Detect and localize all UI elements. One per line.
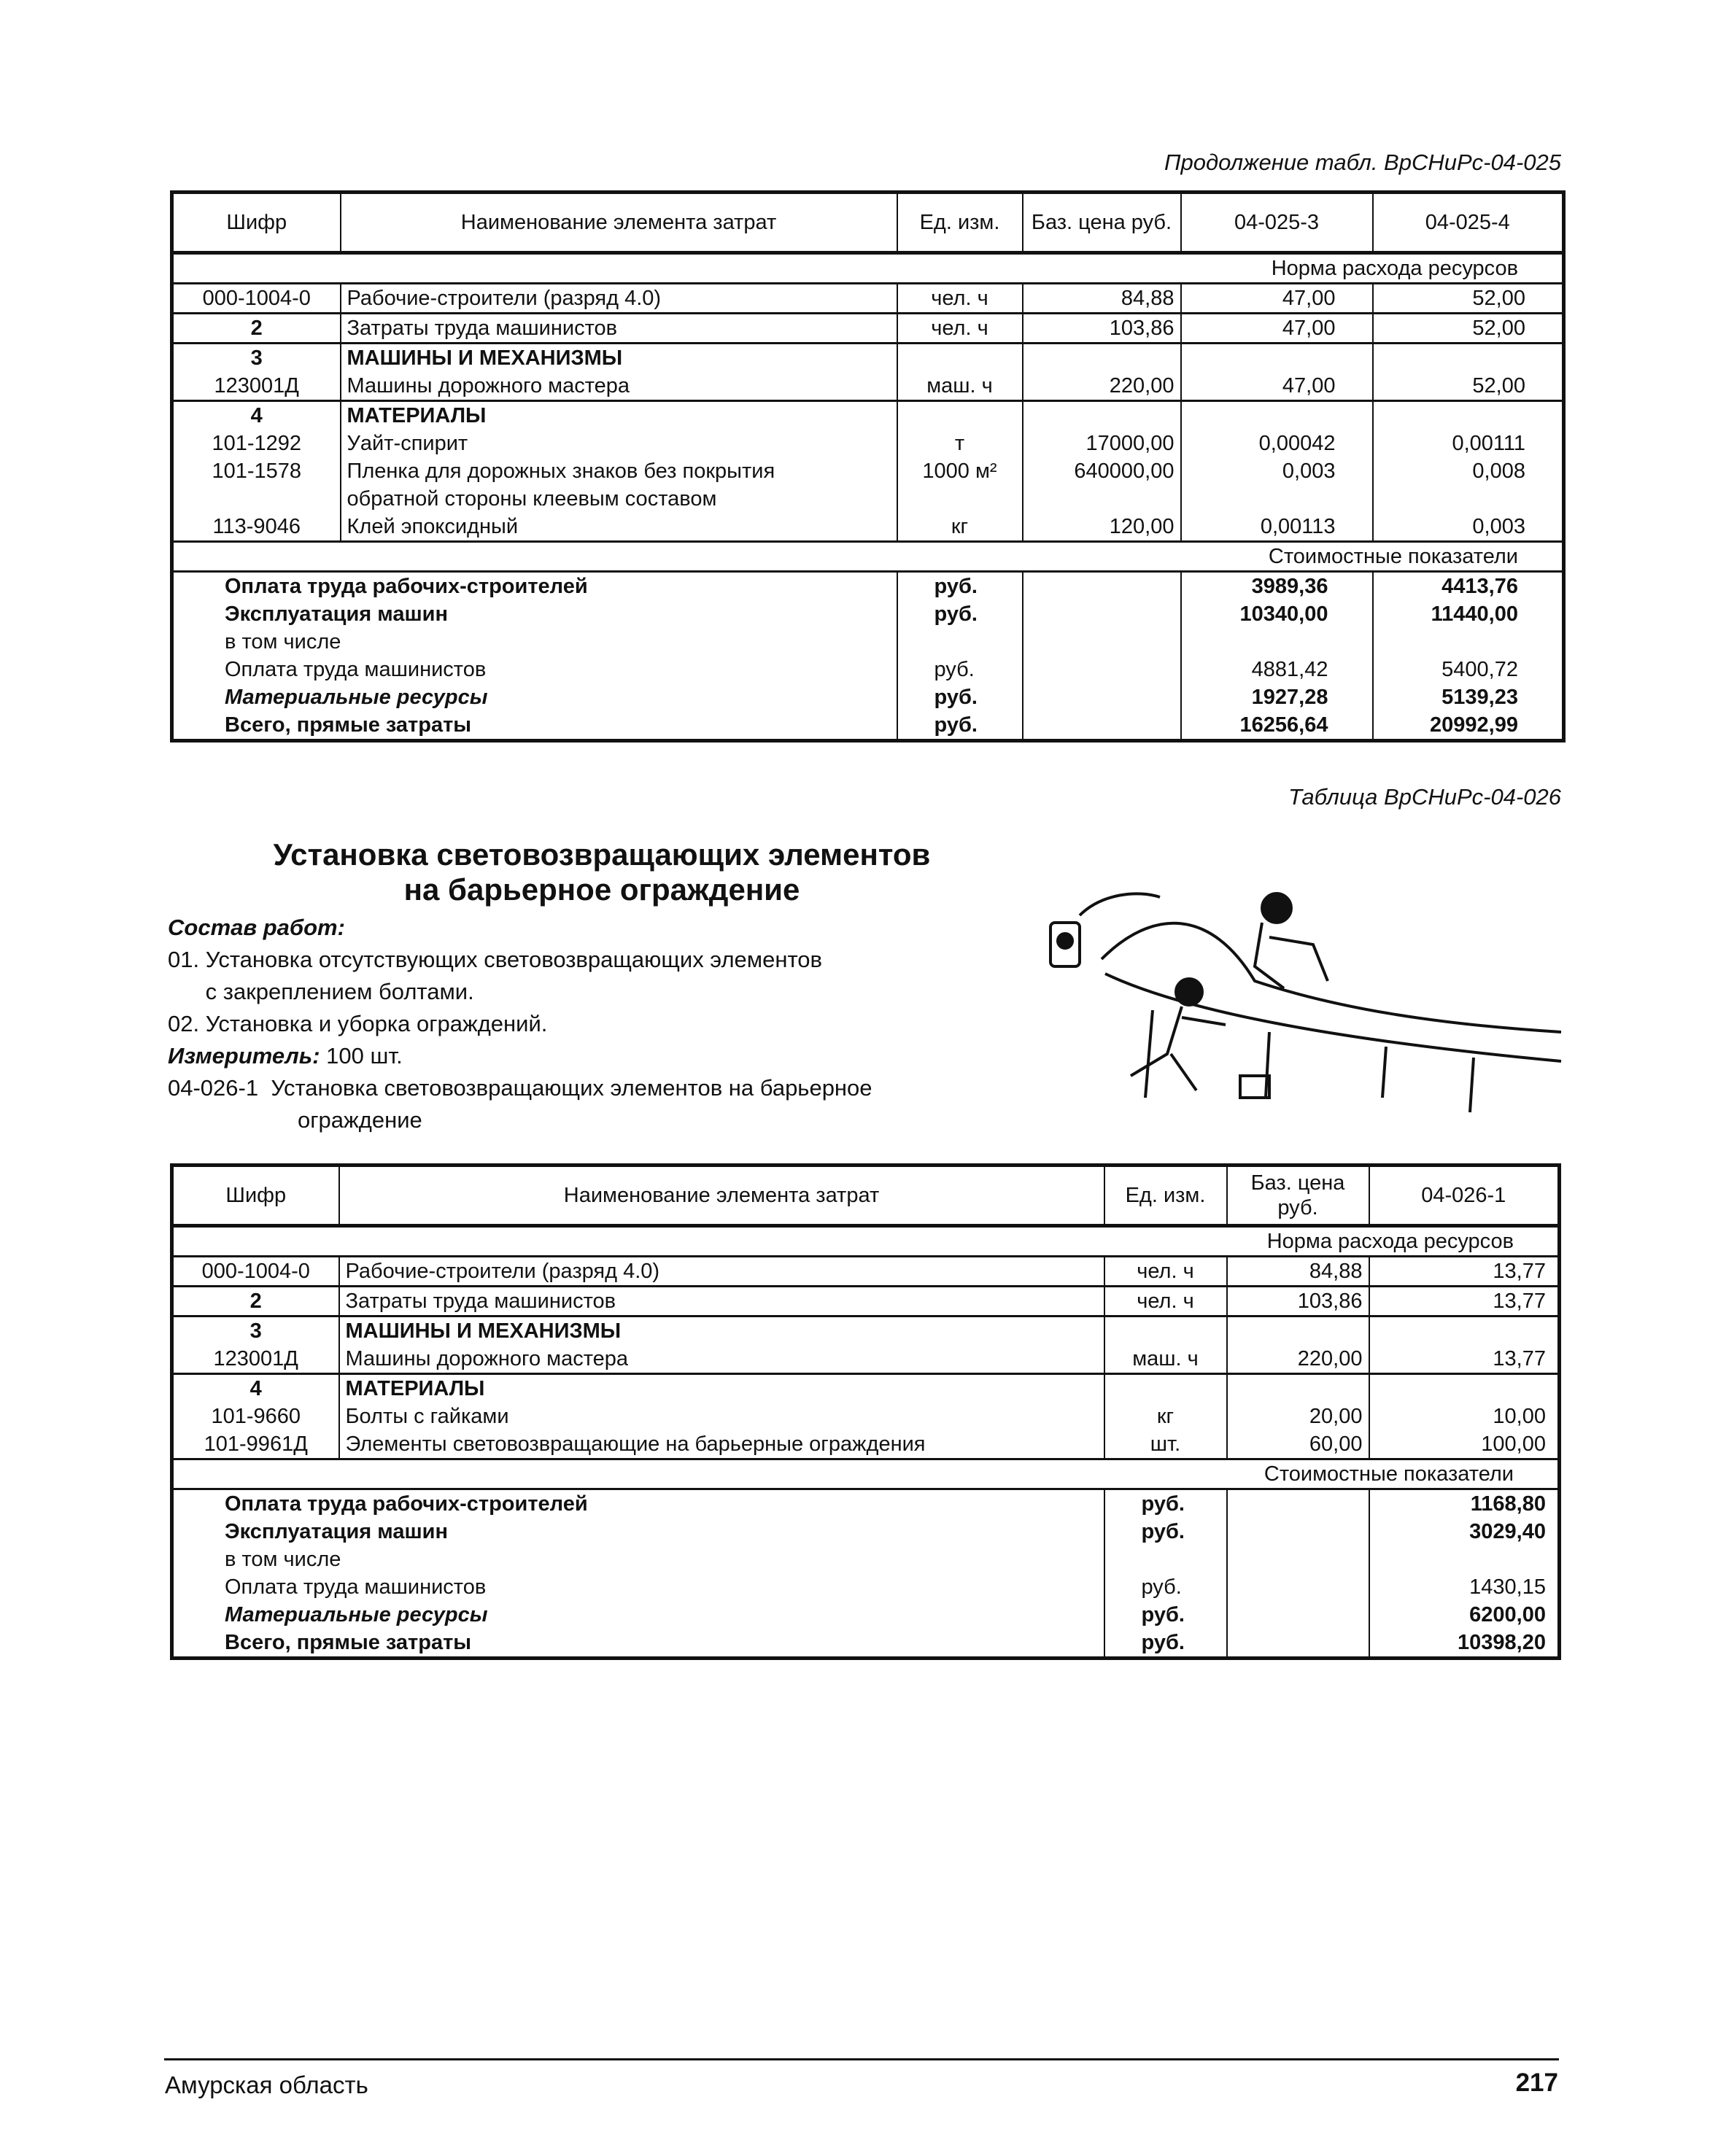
worker-icon [1176,979,1202,1005]
table-row [172,344,1564,401]
norm-value: 52,00 [1472,317,1525,340]
cost-value: 5139,23 [1441,686,1518,709]
cost-price-cell [1023,572,1181,741]
resource-name-cell [341,314,897,344]
table-row [172,1317,1560,1374]
resource-code [179,485,334,513]
resource-code-cell [172,314,341,344]
column-header: Баз. цена руб. [1023,193,1181,253]
unit: кг [1156,1405,1174,1428]
base-price: 220,00 [1297,1347,1363,1370]
unit-cell [897,401,1023,542]
norm-section-row-label: Норма расхода ресурсов [172,253,1564,284]
cost-value-cell [1369,1489,1560,1659]
resource-name: Машины дорожного мастера [345,1347,629,1370]
cost-name: Эксплуатация машин [225,602,449,626]
cost-value: 20992,99 [1430,713,1518,737]
cost-unit: руб. [1141,1492,1185,1516]
resource-code: 101-9961Д [204,1432,308,1456]
base-price [1029,344,1174,372]
cost-value: 4881,42 [1251,658,1328,681]
resource-name: МАШИНЫ И МЕХАНИЗМЫ [347,346,623,370]
base-price-cell [1023,314,1181,344]
resource-table-04-025 [170,190,1566,742]
resource-code: 3 [250,346,263,370]
work-item: 01. Установка отсутствующих световозвращающих элементов [168,947,823,972]
cost-name: в том числе [225,1548,341,1571]
norm-value-cell [1181,314,1373,344]
norm-value-cell [1373,401,1564,542]
resource-name-cell [339,1287,1104,1317]
cost-value: 10340,00 [1239,602,1328,626]
norm-value: 13,77 [1493,1347,1546,1370]
base-price-cell [1227,1317,1369,1374]
cost-section-row [172,1459,1560,1489]
resource-name-cell [339,1374,1104,1459]
column-header: Наименование элемента затрат [341,193,897,253]
column-header: 04-026-1 [1369,1166,1560,1226]
unit: т [954,432,965,455]
cost-unit: руб. [934,575,978,598]
norm-value-cell [1373,314,1564,344]
work-description [168,912,1043,1136]
page-number: 217 [1515,2068,1558,2097]
norm-value [1379,485,1526,513]
unit-cell [1104,1257,1227,1287]
base-price: 103,86 [1109,317,1174,340]
footer-divider [164,2058,1559,2060]
base-price: 120,00 [1109,515,1174,538]
column-header: Шифр [172,193,341,253]
norm-value [1188,402,1336,430]
norm-value: 0,003 [1282,459,1336,483]
base-price-cell [1227,1287,1369,1317]
norm-section-row-label: Норма расхода ресурсов [172,1226,1560,1257]
cost-unit [1142,1546,1220,1573]
norm-value: 10,00 [1493,1405,1546,1428]
norm-value-cell [1369,1374,1560,1459]
unit: маш. ч [1132,1347,1199,1370]
resource-name: Рабочие-строители (разряд 4.0) [347,287,662,310]
unit: чел. ч [931,287,988,310]
resource-name-cell [339,1317,1104,1374]
norm-value: 52,00 [1472,287,1525,310]
resource-name: Болты с гайками [345,1405,509,1428]
base-price: 17000,00 [1085,432,1174,455]
resource-name-cell [339,1257,1104,1287]
measure-value: 100 шт. [320,1043,403,1069]
column-header: Ед. изм. [897,193,1023,253]
unit [904,402,1016,430]
norm-value: 0,008 [1472,459,1525,483]
worker-icon [1262,893,1291,923]
unit-cell [1104,1317,1227,1374]
cost-name-cell [172,572,897,741]
guardrail-icon [1102,923,1561,1032]
norm-value: 0,00113 [1260,515,1336,538]
cost-name: в том числе [225,630,341,654]
norm-value-cell [1181,344,1373,401]
unit: чел. ч [1137,1260,1194,1283]
cost-name: Всего, прямые затраты [225,1631,472,1654]
resource-code: 000-1004-0 [202,287,311,310]
cost-value: 6200,00 [1469,1603,1546,1626]
item-code: 04-026-1 [168,1075,259,1101]
norm-value: 13,77 [1493,1290,1546,1313]
resource-code-cell [172,284,341,314]
base-price [1029,485,1174,513]
cost-name: Оплата труда рабочих-строителей [225,575,588,598]
base-price-cell [1023,344,1181,401]
cost-unit: руб. [934,602,978,626]
norm-value-cell [1373,344,1564,401]
resource-code: 4 [249,1377,262,1400]
footer-region: Амурская область [165,2071,368,2098]
base-price [1234,1317,1363,1345]
cost-section-row-label: Стоимостные показатели [172,1459,1560,1489]
unit: кг [951,515,969,538]
norm-value [1376,1375,1547,1403]
cost-unit: руб. [1141,1575,1182,1599]
cost-name: Оплата труда машинистов [225,1575,487,1599]
resource-table-04-026 [170,1163,1561,1660]
column-header: 04-025-3 [1181,193,1373,253]
table-row [172,1257,1560,1287]
base-price-cell [1023,401,1181,542]
header-row [172,193,1564,253]
resource-code-cell [172,1287,339,1317]
measure-label: Измеритель: [168,1043,320,1069]
cost-unit: руб. [934,658,975,681]
base-price-cell [1023,284,1181,314]
table-row [172,1287,1560,1317]
unit [1111,1317,1220,1345]
unit [904,485,1016,513]
work-item: с закреплением болтами. [168,979,474,1004]
norm-value [1376,1317,1547,1345]
resource-name: Пленка для дорожных знаков без покрытия [347,459,775,483]
cost-section-row [172,542,1564,572]
cost-unit-cell [897,572,1023,741]
unit-cell [1104,1287,1227,1317]
resource-name-cell [341,401,897,542]
resource-name: МАШИНЫ И МЕХАНИЗМЫ [345,1319,622,1343]
measure [168,1040,1043,1072]
resource-name: Уайт-спирит [347,432,468,455]
norm-value-cell [1373,284,1564,314]
cost-unit: руб. [1141,1631,1185,1654]
resource-name: Затраты труда машинистов [347,317,618,340]
column-header: Наименование элемента затрат [339,1166,1104,1226]
table-row [172,401,1564,542]
resource-code-cell [172,1374,339,1459]
unit-cell [897,284,1023,314]
norm-value: 0,00111 [1452,432,1525,455]
resource-name-cell [341,284,897,314]
cost-value [1379,628,1519,656]
resource-name-cell [341,344,897,401]
cost-name: Оплата труда рабочих-строителей [225,1492,588,1516]
unit-cell [897,344,1023,401]
resource-code-cell [172,1317,339,1374]
cost-name: Всего, прямые затраты [225,713,472,737]
cost-name: Материальные ресурсы [225,686,488,709]
norm-value: 0,00042 [1258,432,1336,455]
unit [904,344,1016,372]
cost-section-row-label: Стоимостные показатели [172,542,1564,572]
norm-value: 13,77 [1493,1260,1546,1283]
norm-section-row [172,253,1564,284]
cost-value: 16256,64 [1239,713,1328,737]
unit: чел. ч [931,317,988,340]
cost-value: 3989,36 [1251,575,1328,598]
resource-name: МАТЕРИАЛЫ [345,1377,485,1400]
item-text: Установка световозвращающих элементов на барьерное [271,1075,872,1101]
norm-value: 47,00 [1282,317,1336,340]
unit: маш. ч [926,374,993,398]
column-header: 04-025-4 [1373,193,1564,253]
section-title [168,837,1036,907]
cost-value-cell [1373,572,1564,741]
norm-value-cell [1369,1257,1560,1287]
resource-code-cell [172,344,341,401]
base-price: 84,88 [1121,287,1174,310]
norm-value-cell [1181,401,1373,542]
unit: 1000 м² [922,459,997,483]
cost-name: Оплата труда машинистов [225,658,487,681]
header-row [172,1166,1560,1226]
resource-code: 2 [250,317,263,340]
base-price-cell [1227,1374,1369,1459]
norm-value: 0,003 [1472,515,1525,538]
workers-illustration [1036,879,1568,1131]
resource-code: 000-1004-0 [201,1260,310,1283]
unit: чел. ч [1137,1290,1194,1313]
cost-block [172,572,1564,741]
norm-value [1379,402,1526,430]
cost-value: 1168,80 [1470,1492,1546,1516]
cost-name: Материальные ресурсы [225,1603,488,1626]
unit-cell [1104,1374,1227,1459]
resource-code: 101-1578 [212,459,302,483]
cost-value: 1927,28 [1251,686,1328,709]
cost-unit: руб. [1141,1603,1185,1626]
norm-value-cell [1369,1317,1560,1374]
cost-unit: руб. [1141,1520,1185,1543]
base-price [1029,402,1174,430]
norm-value: 100,00 [1481,1432,1546,1456]
norm-value [1379,344,1526,372]
title-line: на барьерное ограждение [403,872,800,907]
norm-value-cell [1181,284,1373,314]
cost-value: 3029,40 [1469,1520,1546,1543]
base-price-cell [1227,1257,1369,1287]
resource-name: Клей эпоксидный [347,515,519,538]
cost-value [1188,628,1328,656]
cost-unit: руб. [934,686,978,709]
base-price: 84,88 [1309,1260,1363,1283]
resource-code: 123001Д [214,374,299,398]
table-caption: Таблица ВрСНиРс-04-026 [1288,784,1561,810]
base-price [1234,1375,1363,1403]
resource-code: 2 [249,1290,262,1313]
table-row [172,284,1564,314]
cost-value [1376,1546,1547,1573]
base-price: 60,00 [1309,1432,1363,1456]
unit [1111,1375,1220,1403]
resource-code: 3 [249,1319,262,1343]
norm-value-cell [1369,1287,1560,1317]
resource-code: 4 [250,404,263,427]
item-text-cont: ограждение [298,1107,422,1133]
base-price: 640000,00 [1074,459,1174,483]
norm-section-row [172,1226,1560,1257]
resource-name: Машины дорожного мастера [347,374,630,398]
norm-value [1188,485,1336,513]
unit-cell [897,314,1023,344]
column-header: Баз. цена руб. [1227,1166,1369,1226]
resource-name: МАТЕРИАЛЫ [347,404,487,427]
column-header: Ед. изм. [1104,1166,1227,1226]
cost-value: 10398,20 [1458,1631,1546,1654]
resource-name: Элементы световозвращающие на барьерные ограждения [345,1432,926,1456]
unit: шт. [1150,1432,1181,1456]
cost-value-cell [1181,572,1373,741]
works-label: Состав работ: [168,915,345,940]
resource-code-cell [172,1257,339,1287]
base-price: 103,86 [1297,1290,1363,1313]
cost-name-cell [172,1489,1104,1659]
base-price: 20,00 [1309,1405,1363,1428]
cost-value: 5400,72 [1441,658,1518,681]
table-caption: Продолжение табл. ВрСНиРс-04-025 [1164,150,1561,175]
base-price: 220,00 [1109,374,1174,398]
norm-value: 47,00 [1282,287,1336,310]
resource-name: обратной стороны клеевым составом [347,487,717,511]
cost-block [172,1489,1560,1659]
title-line: Установка световозвращающих элементов [273,837,931,872]
cost-unit [934,628,1016,656]
resource-code: 101-9660 [211,1405,301,1428]
table-row [172,314,1564,344]
item-line [168,1072,1043,1104]
cost-value: 4413,76 [1441,575,1518,598]
norm-value: 47,00 [1282,374,1336,398]
column-header: Шифр [172,1166,339,1226]
cost-unit: руб. [934,713,978,737]
resource-code: 113-9046 [212,515,301,538]
norm-value [1188,344,1336,372]
cost-name: Эксплуатация машин [225,1520,449,1543]
resource-code: 123001Д [213,1347,298,1370]
resource-code-cell [172,401,341,542]
resource-code: 101-1292 [212,432,302,455]
norm-value: 52,00 [1472,374,1525,398]
resource-name: Рабочие-строители (разряд 4.0) [345,1260,660,1283]
resource-name: Затраты труда машинистов [345,1290,616,1313]
cost-unit-cell [1104,1489,1227,1659]
work-item: 02. Установка и уборка ограждений. [168,1011,548,1036]
cost-value: 11440,00 [1431,602,1518,626]
cost-price-cell [1227,1489,1369,1659]
table-row [172,1374,1560,1459]
cost-value: 1430,15 [1469,1575,1546,1599]
